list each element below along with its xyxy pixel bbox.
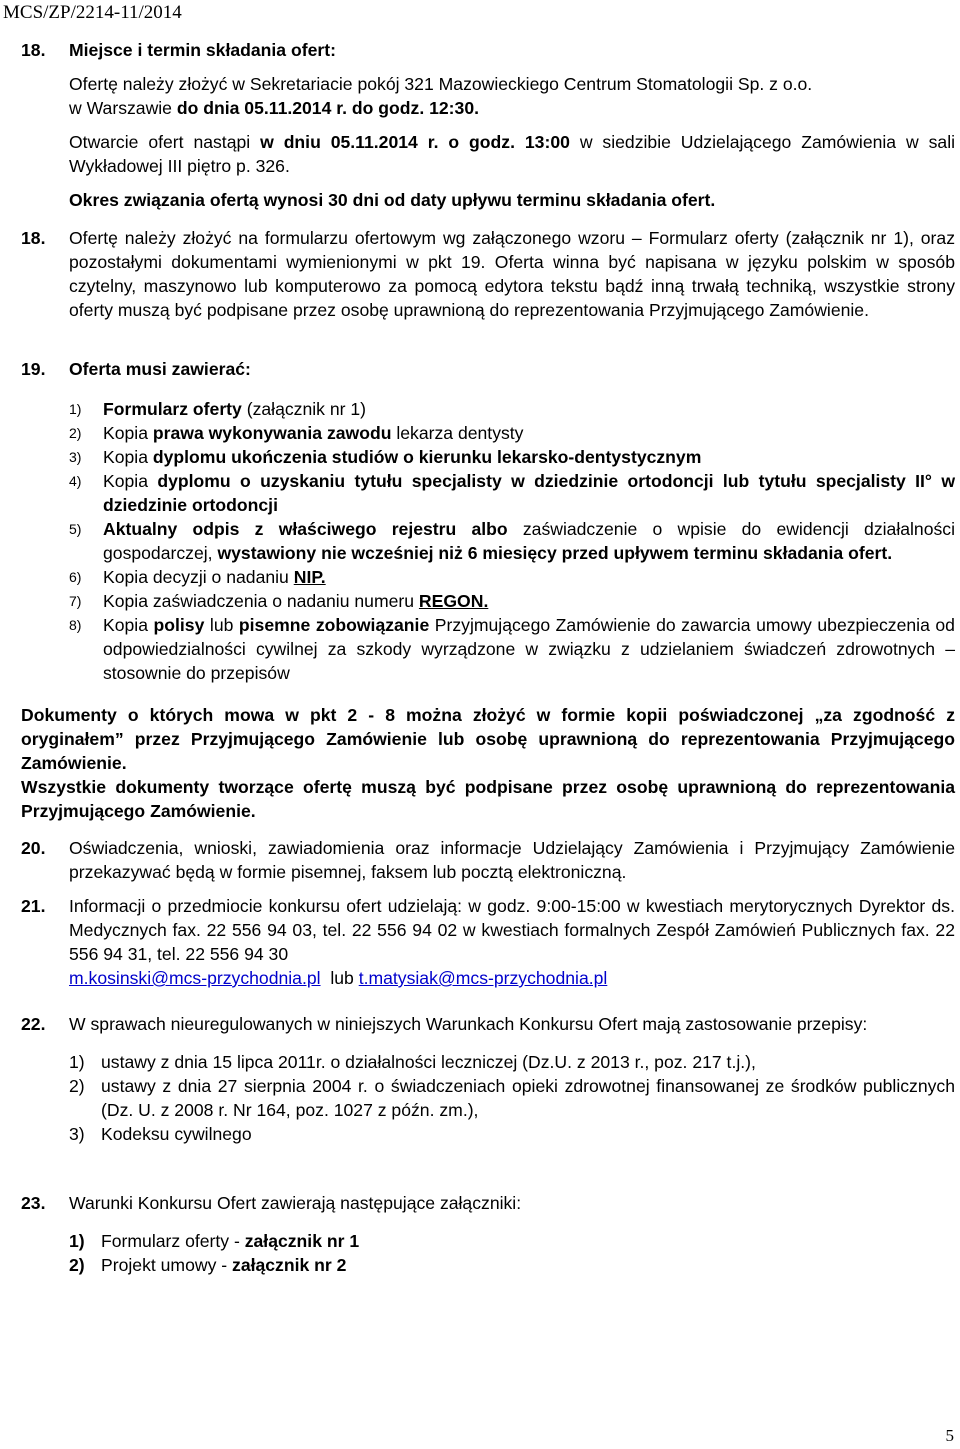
list-item: 1) Formularz oferty (załącznik nr 1) — [69, 399, 366, 419]
list-item: 1) Formularz oferty - załącznik nr 1 — [69, 1231, 360, 1251]
email-link-kosinski[interactable]: m.kosinski@mcs-przychodnia.pl — [69, 968, 321, 988]
list-item: 2) Projekt umowy - załącznik nr 2 — [69, 1255, 347, 1275]
list-item: 1) ustawy z dnia 15 lipca 2011r. o działalności leczniczej (Dz.U. z 2013 r., poz. 217 t.j.), — [69, 1052, 756, 1072]
section-number: 23. — [21, 1193, 46, 1213]
list-item: 5) Aktualny odpis z właściwego rejestru albo zaświadczenie o wpisie do ewidencji działalności gospodarczej, wystawiony nie wcześniej niż 6 miesięcy przed upływem terminu składania ofert. — [69, 519, 955, 563]
certified-copies-note: Dokumenty o których mowa w pkt 2 - 8 można złożyć w formie kopii poświadczonej „za zgodność z oryginałem” przez Przyjmującego Zamówienie lub osobę uprawnioną do reprezentowania Przyjmującego Zamówienie. — [21, 705, 955, 773]
list-item: 3) Kodeksu cywilnego — [69, 1124, 252, 1144]
list-item: 3) Kopia dyplomu ukończenia studiów o kierunku lekarsko-dentystycznym — [69, 447, 702, 467]
signature-requirement-note: Wszystkie dokumenty tworzące ofertę muszą być podpisane przez osobę uprawnioną do reprezentowania Przyjmującego Zamówienie. — [21, 777, 955, 821]
section-number: 19. — [21, 359, 46, 379]
list-item: 6) Kopia decyzji o nadaniu NIP. — [69, 567, 326, 587]
section-title: Miejsce i termin składania ofert: — [69, 40, 336, 60]
list-item: 7) Kopia zaświadczenia o nadaniu numeru REGON. — [69, 591, 489, 611]
section-18-termin — [21, 38, 955, 212]
section-21 — [21, 894, 955, 990]
section-number: 18. — [21, 40, 46, 60]
section-22 — [21, 1012, 955, 1146]
regulations-list — [69, 1050, 955, 1146]
required-documents-list — [69, 397, 955, 685]
section-number: 18. — [21, 228, 46, 248]
list-item: 2) Kopia prawa wykonywania zawodu lekarza dentysty — [69, 423, 524, 443]
paragraph: Ofertę należy złożyć na formularzu ofertowym wg załączonego wzoru – Formularz oferty (załącznik nr 1), oraz pozostałymi dokumentami wymienionymi w pkt 19. Oferta winna być napisana w języku polskim w sposób czytelny, maszynowo lub komputerowo za pomocą edytora tekstu bądź inną trwałą techniką, wszystkie strony oferty muszą być podpisane przez osobę uprawnioną do reprezentowania Przyjmującego Zamówienie. — [69, 228, 955, 320]
paragraph: Warunki Konkursu Ofert zawierają następujące załączniki: — [69, 1193, 522, 1213]
attachments-list — [69, 1229, 955, 1277]
section-title: Oferta musi zawierać: — [69, 359, 251, 379]
list-item: 8) Kopia polisy lub pisemne zobowiązanie Przyjmującego Zamówienie do zawarcia umowy ubezpieczenia od odpowiedzialności cywilnej za szkody wyrządzone w związku z udzielaniem świadczeń zdrowotnych – stosownie do przepisów — [69, 615, 955, 683]
binding-period-note: Okres związania ofertą wynosi 30 dni od daty upływu terminu składania ofert. — [69, 190, 716, 210]
section-number: 22. — [21, 1014, 46, 1034]
paragraph: Informacji o przedmiocie konkursu ofert udzielają: w godz. 9:00-15:00 w kwestiach merytorycznych Dyrektor ds. Medycznych fax. 22 556 94 03, tel. 22 556 94 02 w kwestiach formalnych Zespół Zamówień Publicznych fax. 22 556 94 31, tel. 22 556 94 30 — [69, 896, 955, 964]
paragraph: Oświadczenia, wnioski, zawiadomienia oraz informacje Udzielający Zamówienia i Przyjmujący Zamówienie przekazywać będą w formie pisemnej, faksem lub pocztą elektroniczną. — [69, 838, 955, 882]
section-19 — [21, 357, 955, 685]
section-number: 21. — [21, 896, 46, 916]
contact-emails: m.kosinski@mcs-przychodnia.pl lub t.matysiak@mcs-przychodnia.pl — [69, 968, 608, 988]
section-20 — [21, 836, 955, 884]
section-23 — [21, 1191, 955, 1277]
paragraph: W sprawach nieuregulowanych w niniejszych Warunkach Konkursu Ofert mają zastosowanie przepisy: — [69, 1014, 868, 1034]
document-header: MCS/ZP/2214-11/2014 — [3, 2, 182, 23]
list-item: 4) Kopia dyplomu o uzyskaniu tytułu specjalisty w dziedzinie ortodoncji lub tytułu specjalisty II° w dziedzinie ortodoncji — [69, 471, 956, 515]
section-number: 20. — [21, 838, 46, 858]
paragraph: Otwarcie ofert nastąpi w dniu 05.11.2014 r. o godz. 13:00 w siedzibie Udzielającego Zamówienia w sali Wykładowej III piętro p. 326. — [69, 132, 956, 176]
section-18-forma — [21, 226, 955, 322]
list-item: 2) ustawy z dnia 27 sierpnia 2004 r. o świadczeniach opieki zdrowotnej finansowanej ze środków publicznych (Dz. U. z 2008 r. Nr 164, poz. 1027 z późn. zm.), — [69, 1076, 955, 1120]
paragraph: Ofertę należy złożyć w Sekretariacie pokój 321 Mazowieckiego Centrum Stomatologii Sp. z o.o. w Warszawie do dnia 05.11.2014 r. do godz. 12:30. — [69, 74, 813, 118]
email-link-matysiak[interactable]: t.matysiak@mcs-przychodnia.pl — [358, 968, 608, 988]
page-number: 5 — [945, 1426, 954, 1445]
